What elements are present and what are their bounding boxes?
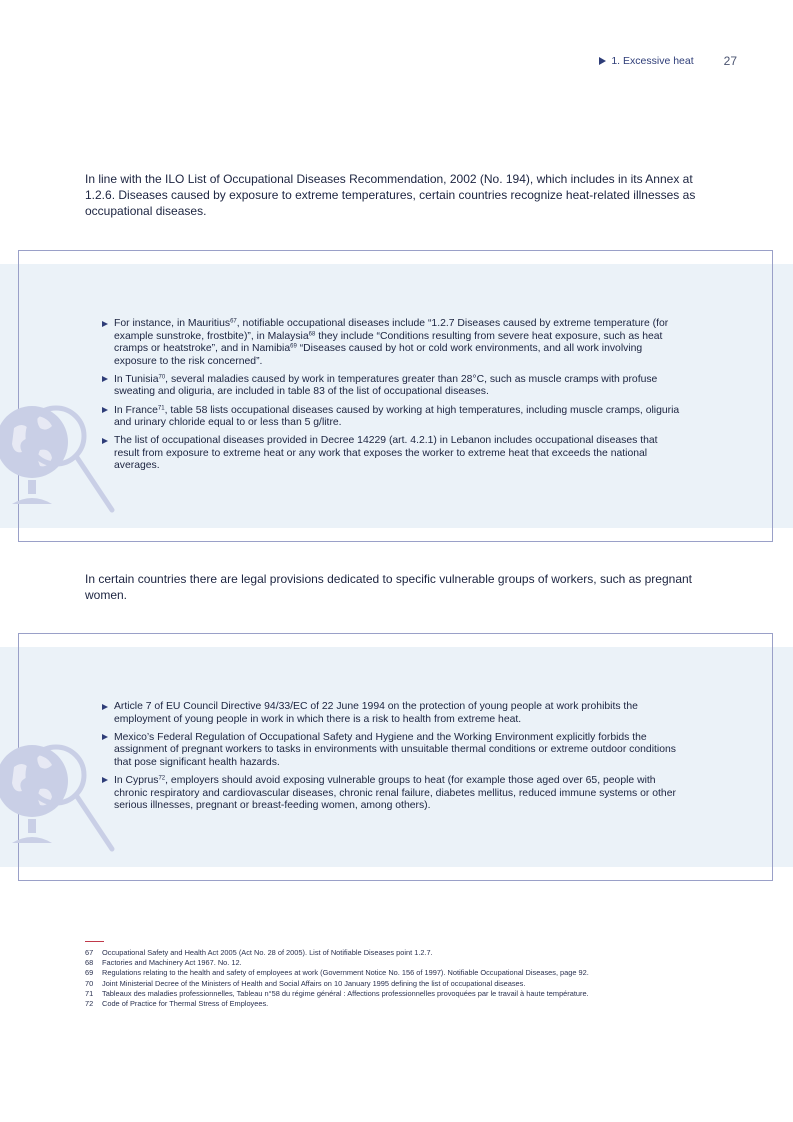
list-item: The list of occupational diseases provided in Decree 14229 (art. 4.2.1) in Lebanon includes occupational diseases that result from exposure to extreme heat or any work that exposes the worker to extreme heat that exceeds the national averages.	[102, 435, 682, 473]
vulnerable-groups-list	[102, 701, 682, 818]
footnote	[85, 999, 725, 1009]
footnote-number: 71	[85, 988, 94, 998]
footnotes	[85, 948, 725, 1009]
triangle-bullet-icon	[102, 704, 108, 710]
running-header	[599, 54, 737, 68]
footnote	[85, 979, 725, 989]
footnote	[85, 968, 725, 978]
footnote	[85, 989, 725, 999]
footnote-ref: 67	[230, 318, 237, 325]
footnote-number: 70	[85, 978, 94, 988]
footnote-rule	[85, 941, 104, 942]
page-number: 27	[723, 54, 737, 68]
footnote-ref: 72	[158, 775, 166, 782]
list-item: In France$^{71}$, table 58 lists occupational diseases caused by working at high temperatures, including muscle cramps, oliguria and urinary chloride equal to or less than 5 g/litre.	[102, 405, 682, 430]
list-item: In Cyprus$^{72}$, employers should avoid exposing vulnerable groups to heat (for example those aged over 65, people with chronic respiratory and cardiovascular diseases, chronic renal failure, diabetes mellitus, reduced immune systems or other serious illnesses, pregnant or breast-feeding women, among others).	[102, 775, 682, 813]
footnote-number: 68	[85, 958, 94, 968]
mid-paragraph: In certain countries there are legal provisions dedicated to specific vulnerable groups of workers, such as pregnant women.	[85, 572, 693, 603]
footnote-text: Factories and Machinery Act 1967. No. 12.	[102, 958, 242, 968]
list-item: Mexico’s Federal Regulation of Occupational Safety and Hygiene and the Working Environment explicitly forbids the assignment of pregnant workers to tasks in environments with unsuitable thermal conditions or extreme outdoor conditions that pose significant health hazards.	[102, 732, 682, 770]
occupational-diseases-list	[102, 318, 682, 479]
footnote-text: Joint Ministerial Decree of the Ministers of Health and Social Affairs on 10 January 1995 defining the list of occupational diseases.	[102, 978, 526, 988]
footnote-text: Occupational Safety and Health Act 2005 (Act No. 28 of 2005). List of Notifiable Diseases point 1.2.7.	[102, 948, 433, 957]
footnote-number: 72	[85, 999, 94, 1009]
section-triangle-icon	[599, 57, 606, 65]
triangle-bullet-icon	[102, 407, 108, 413]
footnote	[85, 958, 725, 968]
footnote-number: 69	[85, 968, 94, 978]
triangle-bullet-icon	[102, 438, 108, 444]
list-item: For instance, in Mauritius$^{67}$, notifiable occupational diseases include “1.2.7 Diseases caused by extreme temperature (for example sunstroke, frostbite)”, in Malaysia$^{68}$ they include “Conditions resulting from severe heat exposure, such as heat cramps or heatstroke”, and in Namibia$^{69}$ “Diseases caused by hot or cold work environments, and all work involving exposure to the risk concerned”.	[102, 318, 682, 368]
footnote	[85, 948, 725, 958]
footnote-text: Tableaux des maladies professionnelles, Tableau n°58 du régime général : Affections professionnelles provoquées par le travail à haute température.	[102, 988, 589, 998]
footnote-ref: 68	[308, 331, 316, 338]
footnote-ref: 70	[158, 374, 166, 381]
triangle-bullet-icon	[102, 777, 108, 783]
footnote-ref: 71	[157, 405, 165, 412]
section-title: 1. Excessive heat	[611, 55, 694, 67]
footnote-text: Regulations relating to the health and safety of employees at work (Government Notice No. 156 of 1997). Notifiable Occupational Diseases, page 92.	[102, 968, 589, 978]
triangle-bullet-icon	[102, 321, 108, 327]
triangle-bullet-icon	[102, 376, 108, 382]
section-label	[599, 55, 693, 67]
footnote-text: Code of Practice for Thermal Stress of Employees.	[102, 999, 269, 1009]
triangle-bullet-icon	[102, 734, 108, 740]
list-item: In Tunisia$^{70}$, several maladies caused by work in temperatures greater than 28°C, such as muscle cramps with profuse sweating and oliguria, are included in table 83 of the list of occupational diseases.	[102, 374, 682, 399]
footnote-number: 67	[85, 948, 94, 957]
footnote-ref: 69	[290, 343, 297, 350]
list-item: Article 7 of EU Council Directive 94/33/EC of 22 June 1994 on the protection of young people at work prohibits the employment of young people in work in which there is a risk to health from extreme heat.	[102, 701, 682, 726]
intro-paragraph: In line with the ILO List of Occupational Diseases Recommendation, 2002 (No. 194), which includes in its Annex at 1.2.6. Diseases caused by exposure to extreme temperatures, certain countries recognize heat-related illnesses as occupational diseases.	[85, 172, 696, 219]
